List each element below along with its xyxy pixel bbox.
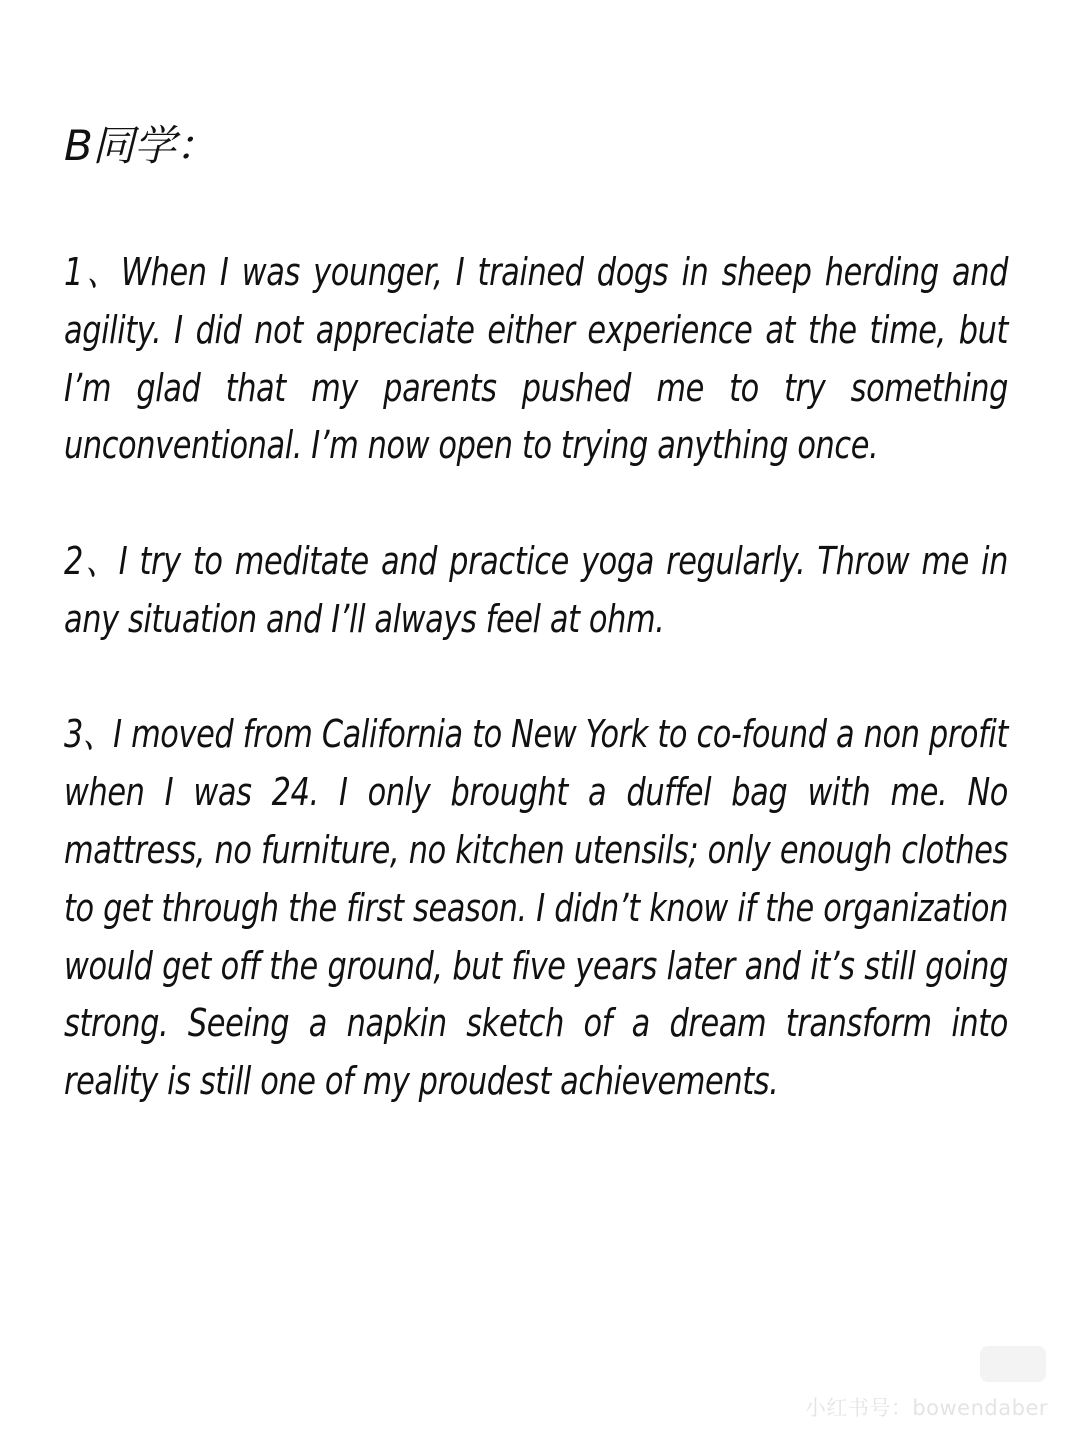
document-body (64, 120, 1010, 1169)
paragraph-3: 3、I moved from California to New York to co-found a non profit when I was 24. I only brought a duffel bag with me. No mattress, no furniture, no kitchen utensils; only enough clothes to get through the first season. I didn’t know if the organization would get off the ground, but five years later and it’s still going strong. Seeing a napkin sketch of a dream transform into reality is still one of my proudest achievements. (64, 712, 1008, 1104)
watermark-logo (980, 1346, 1046, 1382)
section-heading: B同学： (64, 121, 217, 170)
paragraph-1: 1、When I was younger, I trained dogs in sheep herding and agility. I did not appreciate either experience at the time, but I’m glad that my parents pushed me to try something unconventional. I’m now open to trying anything once. (64, 250, 1008, 468)
watermark-text: 小红书号：bowendaber (804, 1396, 1048, 1420)
paragraph-2: 2、I try to meditate and practice yoga regularly. Throw me in any situation and I’ll always feel at ohm. (64, 538, 1008, 641)
